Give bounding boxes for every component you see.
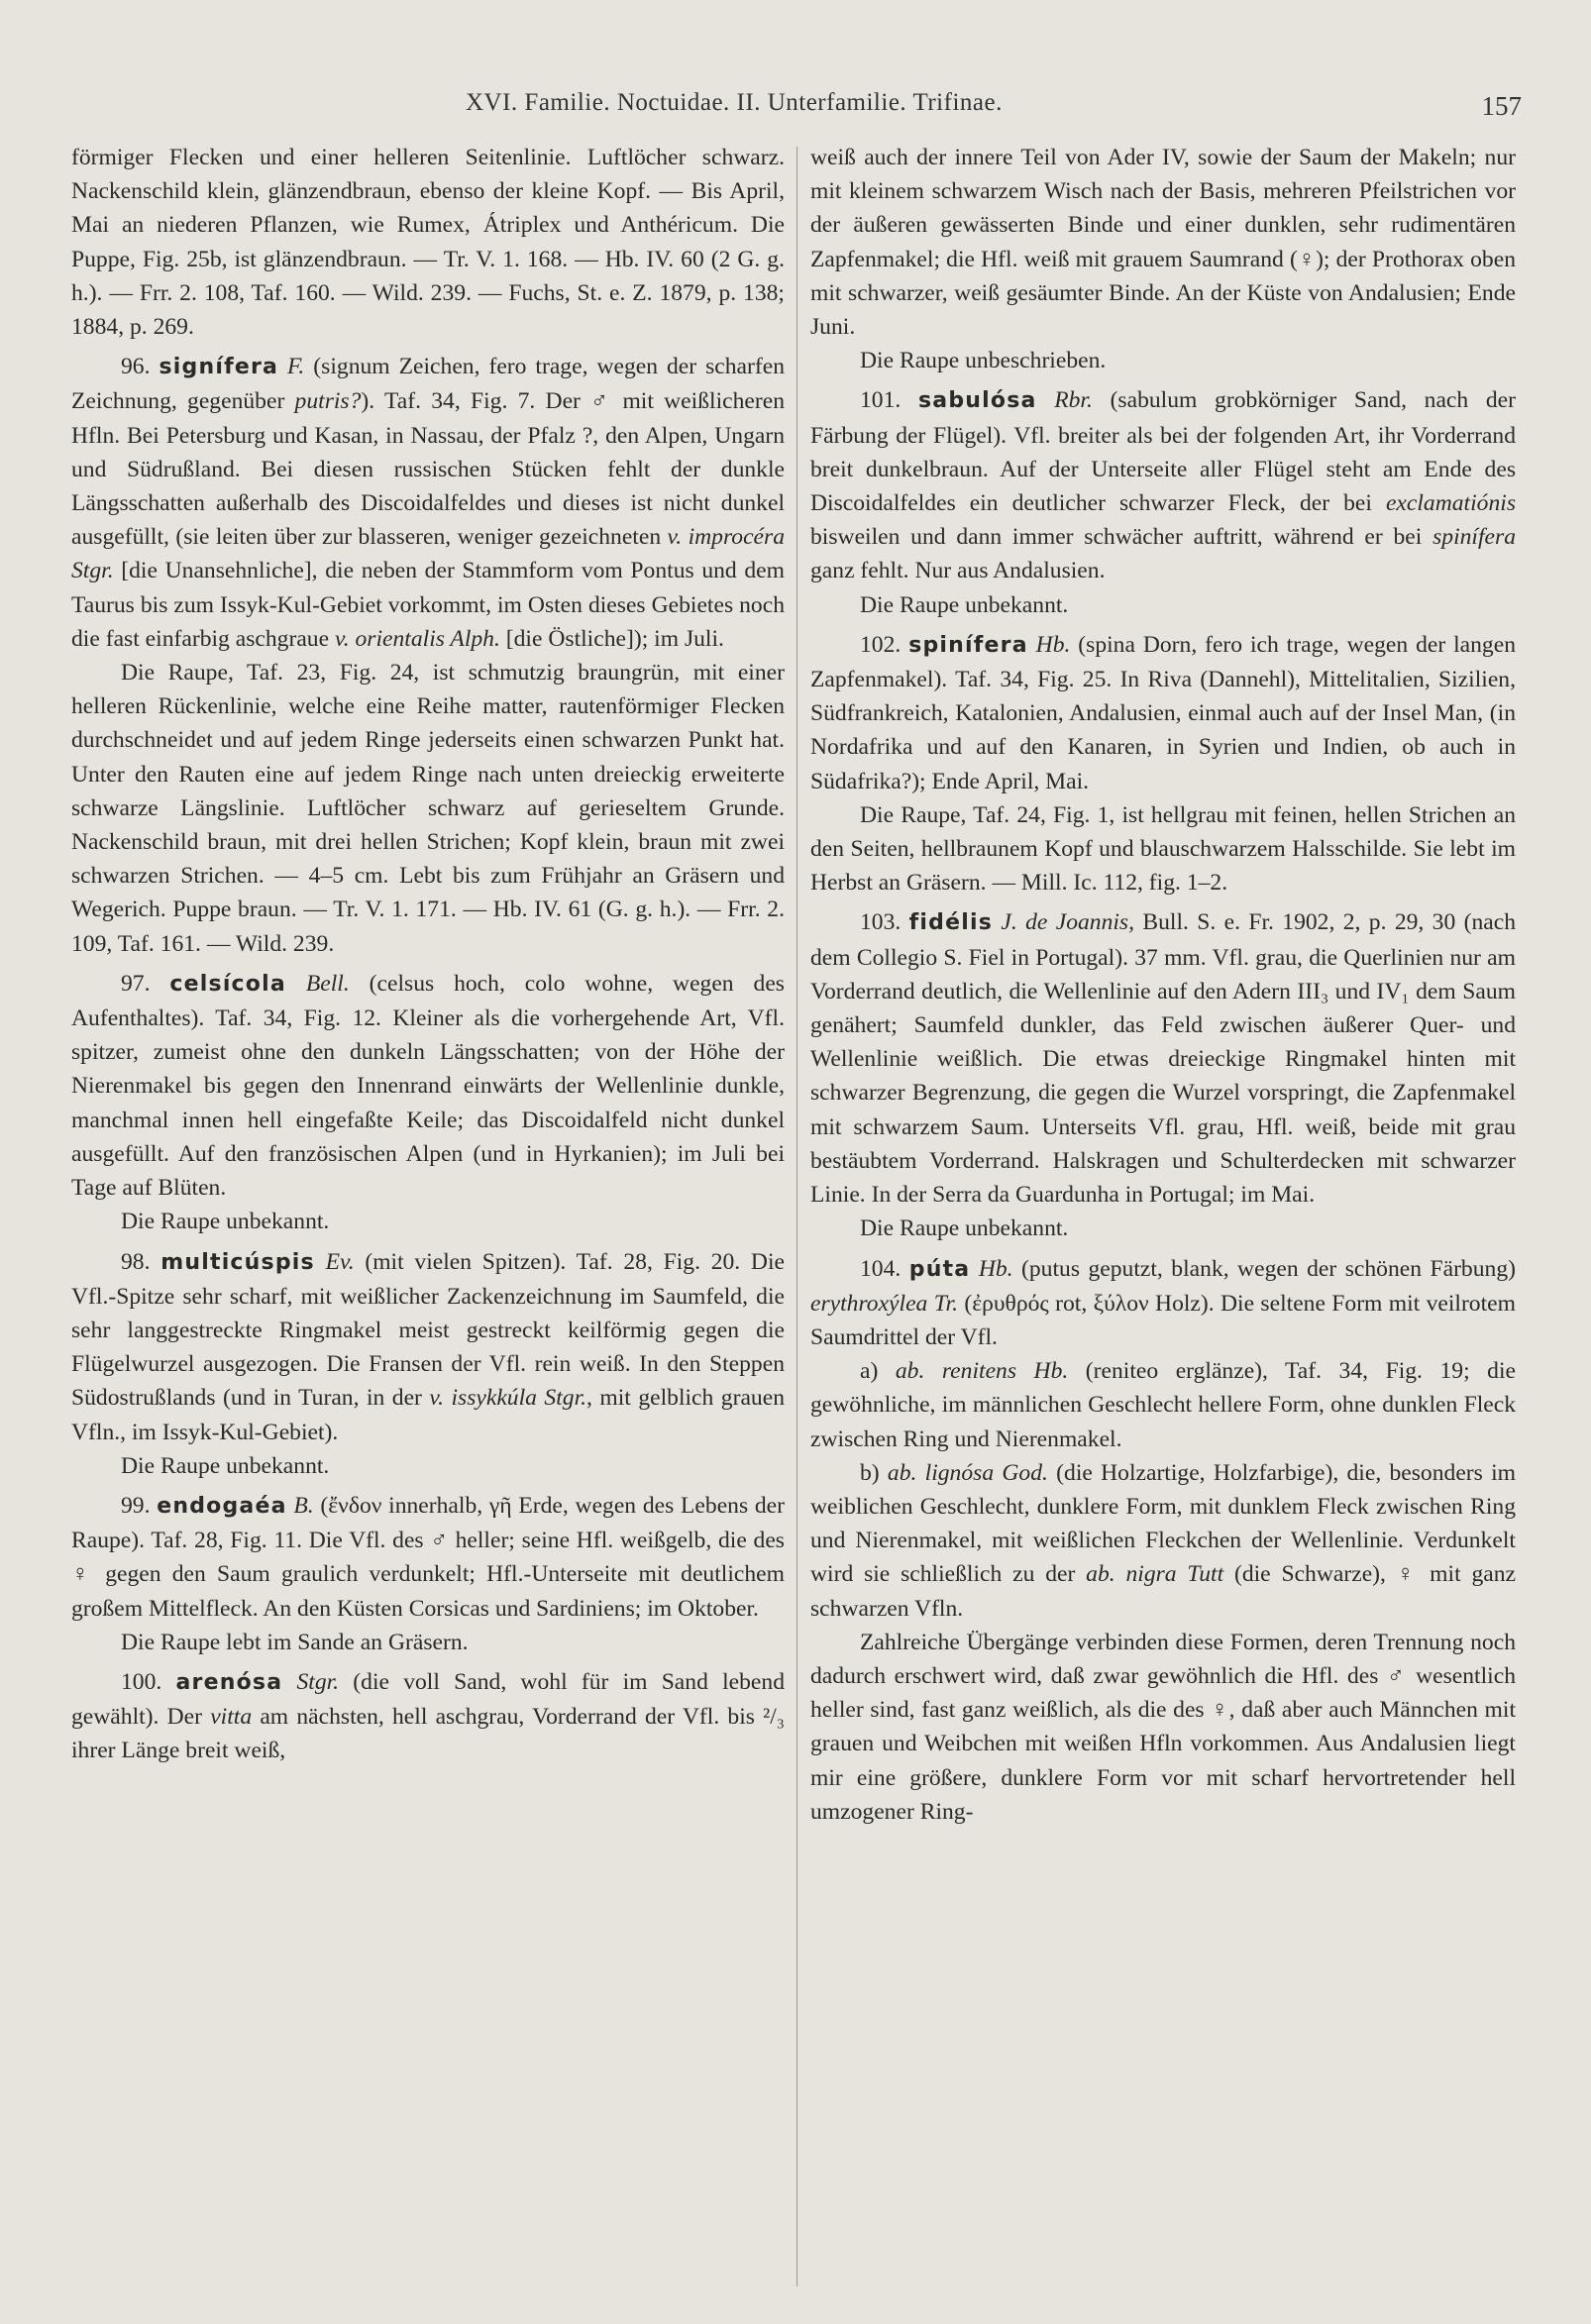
species-entry-102 — [810, 628, 1516, 798]
larva-description: Die Raupe, Taf. 23, Fig. 24, ist schmutzig braungrün, mit einer helleren Rückenlinie, welche eine Reihe matter, rautenförmiger Flecken durchschneidet und auf jedem Ringe jederseits einen schwarzen Punkt hat. Unter den Rauten eine auf jedem Ringe nach unten dreieckig erweiterte schwarze Längslinie. Luftlöcher schwarz auf gerieseltem Grunde. Nackenschild braun, mit drei hellen Strichen; Kopf klein, braun mit zwei schwarzen Strichen. — 4–5 cm. Lebt bis zum Frühjahr an Gräsern und Wegerich. Puppe braun. — Tr. V. 1. 171. — Hb. IV. 61 (G. g. h.). — Frr. 2. 109, Taf. 161. — Wild. 239. — [71, 660, 785, 957]
entry-text: (ἐρυθρός rot, ξύλον Holz). Die seltene Form mit veilrotem Saumdrittel der Vfl. — [810, 1290, 1516, 1350]
larva-description: Die Raupe lebt im Sande an Gräsern. — [121, 1629, 469, 1655]
species-entry-101 — [810, 383, 1516, 587]
species-synonym: erythroxýlea Tr. — [810, 1290, 958, 1317]
aberration-a — [810, 1354, 1516, 1456]
species-reference: spinífera — [1432, 524, 1516, 551]
entry-text: bisweilen und dann immer schwächer auftritt, während er bei — [810, 524, 1433, 551]
entry-text: (die Holzartige, Holzfarbige), die, besonders im weiblichen Geschlecht, dunklere Form, mit dunklem Fleck zwischen Ring und Nierenmakel, mit weißlichen Fleckchen der Wellenlinie. Verdunkelt wird sie schließlich zu der — [810, 1459, 1516, 1588]
variety-name: v. orientalis Alph. — [334, 625, 500, 652]
continued-paragraph: förmiger Flecken und einer helleren Seitenlinie. Luftlöcher schwarz. Nackenschild klein, glänzendbraun, ebenso der kleine Kopf. — Bis April, Mai an niederen Pflanzen, wie Rumex, Átriplex und Anthéricum. Die Puppe, Fig. 25b, ist glänzendbraun. — Tr. V. 1. 168. — Hb. IV. 60 (2 G. g. h.). — Frr. 2. 108, Taf. 160. — Wild. 239. — Fuchs, St. e. Z. 1879, p. 138; 1884, p. 269. — [71, 145, 785, 341]
species-entry-103 — [810, 905, 1516, 1212]
entry-text: (die Schwarze), ♀ mit ganz schwarzen Vfln. — [810, 1561, 1516, 1622]
list-label: b) — [860, 1459, 888, 1486]
entry-text: (celsus hoch, colo wohne, wegen des Aufenthaltes). Taf. 34, Fig. 12. Kleiner als die vorhergehende Art, Vfl. spitzer, zumeist ohne den dunkeln Längsschatten; von der Höhe der Nierenmakel bis gegen den Innenrand einwärts der Wellenlinie dunkle, manchmal innen hell eingefaßte Keile; das Discoidalfeld nicht dunkel ausgefüllt. Auf den französischen Alpen (und in Hyrkanien); im Juli bei Tage auf Blüten. — [71, 970, 785, 1202]
species-name: celsícola — [169, 971, 286, 997]
aberration-name: ab. nigra Tutt — [1086, 1561, 1224, 1588]
column-divider — [796, 147, 797, 2286]
species-entry-100 — [71, 1665, 785, 1768]
species-reference: vitta — [210, 1704, 253, 1731]
species-name: púta — [908, 1256, 971, 1282]
variety-name: v. issykkúla Stgr. — [429, 1385, 587, 1412]
entry-number: 99. — [121, 1492, 151, 1519]
entry-text: Bull. S. e. Fr. 1902, 2, p. 29, 30 (nach dem Collegio S. Fiel in Portugal). 37 mm. Vfl. grau, die Querlinien nur am Vorderrand deutlich, die Wellenlinie auf den Adern III₃ und IV₁ dem Saum genähert; Saumfeld dunkler, das Feld zwischen äußerer Quer- und Wellenlinie weißlich. Die etwas dreieckige Ringmakel hinten mit schwarzer Begrenzung, die gegen die Wurzel vorspringt, die Zapfenmakel mit schwarzem Saum. Unterseits Vfl. grau, Hfl. weiß, beide mit grau bestäubtem Vorderrand. Halskragen und Schulterdecken mit schwarzer Linie. In der Serra da Guardunha in Portugal; im Mai. — [810, 909, 1516, 1209]
larva-description: Die Raupe unbeschrieben. — [860, 348, 1107, 374]
species-author: J. de Joannis, — [1001, 909, 1135, 936]
entry-text: ). Taf. 34, Fig. 7. Der ♂ mit weißlicheren Hfln. Bei Petersburg und Kasan, in Nassau, der Pfalz ?, den Alpen, Ungarn und Südrußland. Bei diesen russischen Stücken fehlt der dunkle Längsschatten außerhalb des Discoidalfeldes und dieses ist nicht dunkel ausgefüllt, (sie leiten über zur blasseren, weniger gezeichneten — [71, 388, 785, 551]
running-header — [59, 89, 1522, 129]
continued-paragraph: weiß auch der innere Teil von Ader IV, sowie der Saum der Makeln; nur mit kleinem schwarzem Wisch nach der Basis, mehreren Pfeilstrichen vor der äußeren gewässerten Binde und einer dunklen, sehr rudimentären Zapfenmakel; die Hfl. weiß mit grauem Saumrand (♀); der Prothorax oben mit schwarzer, weiß gesäumter Binde. An der Küste von Andalusien; Ende Juni. — [810, 145, 1516, 341]
entry-number: 103. — [860, 909, 902, 936]
larva-description: Die Raupe, Taf. 24, Fig. 1, ist hellgrau mit feinen, hellen Strichen an den Seiten, hellbraunem Kopf und blauschwarzem Halsschilde. Sie lebt im Herbst an Gräsern. — Mill. Ic. 112, fig. 1–2. — [810, 801, 1516, 897]
larva-description: Die Raupe unbekannt. — [860, 591, 1069, 618]
species-author: F. — [287, 354, 305, 380]
entry-text: (die voll Sand, wohl für im Sand lebend gewählt). Der — [71, 1668, 785, 1731]
larva-description: Die Raupe unbekannt. — [121, 1452, 330, 1479]
entry-text: (spina Dorn, fero ich trage, wegen der langen Zapfenmakel). Taf. 34, Fig. 25. In Riva (Dannehl), Mittelitalien, Sizilien, Südfrankreich, Katalonien, Andalusien, einmal auch auf der Insel Man, (in Nordafrika und auf den Kanaren, in Syrien und Indien, ob auch in Südafrika?); Ende April, Mai. — [810, 631, 1516, 794]
species-name: arenósa — [175, 1669, 283, 1695]
entry-number: 97. — [121, 970, 151, 997]
species-name: endogaéa — [157, 1493, 287, 1519]
species-author: B. — [293, 1492, 314, 1519]
entry-text: (putus geputzt, blank, wegen der schönen Färbung) — [1012, 1255, 1516, 1282]
entry-number: 104. — [860, 1255, 902, 1282]
species-reference: putris? — [294, 388, 362, 415]
species-reference: exclamatiónis — [1385, 490, 1516, 517]
entry-number: 96. — [121, 354, 151, 380]
species-author: Stgr. — [296, 1668, 340, 1695]
entry-text: (mit vielen Spitzen). Taf. 28, Fig. 20. Die Vfl.-Spitze sehr scharf, mit weißlicher Zackenzeichnung im Saumfeld, die sehr langgestreckte Ringmakel meist gestreckt keilförmig gegen die Flügelwurzel ausgezogen. Die Fransen der Vfl. rein weiß. In den Steppen Südostrußlands (und in Turan, in der — [71, 1248, 785, 1412]
species-entry-96 — [71, 350, 785, 656]
entry-text: (signum Zeichen, fero trage, wegen der scharfen Zeichnung, gegenüber — [71, 354, 785, 415]
entry-text: [die Unansehnliche], die neben der Stammform vom Pontus und dem Taurus bis zum Issyk-Kul-Gebiet vorkommt, im Osten dieses Gebietes noch die fast einfarbig aschgraue — [71, 558, 785, 652]
species-name: fidélis — [908, 910, 994, 936]
entry-text: am nächsten, hell aschgrau, Vorderrand der Vfl. bis ²/₃ ihrer Länge breit weiß, — [71, 1704, 785, 1764]
aberration-name: ab. lignósa God. — [887, 1459, 1048, 1486]
species-author: Ev. — [325, 1248, 355, 1275]
left-column — [71, 141, 785, 2290]
larva-description: Die Raupe unbekannt. — [860, 1215, 1069, 1242]
variety-name: v. improcéra Stgr. — [71, 524, 785, 584]
list-label: a) — [860, 1358, 896, 1385]
species-entry-98 — [71, 1245, 785, 1449]
larva-description: Die Raupe unbekannt. — [121, 1209, 330, 1235]
aberration-name: ab. renitens Hb. — [895, 1358, 1069, 1385]
species-entry-99 — [71, 1489, 785, 1626]
right-column — [810, 141, 1516, 2290]
species-entry-97 — [71, 967, 785, 1205]
aberration-b — [810, 1456, 1516, 1626]
species-entry-104 — [810, 1252, 1516, 1355]
species-author: Bell. — [305, 970, 350, 997]
species-author: Rbr. — [1054, 387, 1093, 414]
page-number: 157 — [1481, 91, 1522, 121]
entry-text: , mit gelblich grauen Vfln., im Issyk-Kul-Gebiet). — [71, 1385, 785, 1445]
entry-number: 100. — [121, 1668, 162, 1695]
species-author: Hb. — [978, 1255, 1013, 1282]
species-name: multicúspis — [160, 1249, 315, 1275]
entry-text: (reniteo erglänze), Taf. 34, Fig. 19; die gewöhnliche, im männlichen Geschlecht hellere Form, ohne dunklen Fleck zwischen Ring und Nierenmakel. — [810, 1358, 1516, 1452]
species-name: signífera — [159, 355, 279, 380]
entry-text: [die Östliche]); im Juli. — [499, 625, 724, 652]
entry-number: 101. — [860, 387, 902, 414]
species-name: sabulósa — [917, 388, 1037, 414]
running-title: XVI. Familie. Noctuidae. II. Unterfamilie. Trifinae. — [466, 89, 1003, 116]
entry-number: 98. — [121, 1248, 151, 1275]
entry-number: 102. — [860, 631, 902, 658]
entry-text: (sabulum grobkörniger Sand, nach der Färbung der Flügel). Vfl. breiter als bei der folgenden Art, ihr Vorderrand breit dunkelbraun. Auf der Unterseite aller Flügel steht am Ende des Discoidalfeldes ein deutlicher schwarzer Fleck, der bei — [810, 387, 1516, 517]
closing-paragraph: Zahlreiche Übergänge verbinden diese Formen, deren Trennung noch dadurch erschwert wird, daß zwar gewöhnlich die Hfl. des ♂ wesentlich heller sind, fast ganz weißlich, als die des ♀, daß aber auch Männchen mit grauen und Weibchen mit weißen Hfln vorkommen. Aus Andalusien liegt mir eine größere, dunklere Form vor mit scharf hervortretender hell umzogener Ring- — [810, 1629, 1516, 1825]
species-name: spinífera — [908, 632, 1028, 658]
species-author: Hb. — [1035, 631, 1071, 658]
entry-text: ganz fehlt. Nur aus Andalusien. — [810, 558, 1106, 584]
entry-text: (ἔνδον innerhalb, γῆ Erde, wegen des Lebens der Raupe). Taf. 28, Fig. 11. Die Vfl. des ♂ heller; seine Hfl. weißgelb, die des ♀ gegen den Saum graulich verdunkelt; Hfl.-Unterseite mit deutlichem großem Mittelfleck. An den Küsten Corsicas und Sardiniens; im Oktober. — [71, 1492, 785, 1622]
